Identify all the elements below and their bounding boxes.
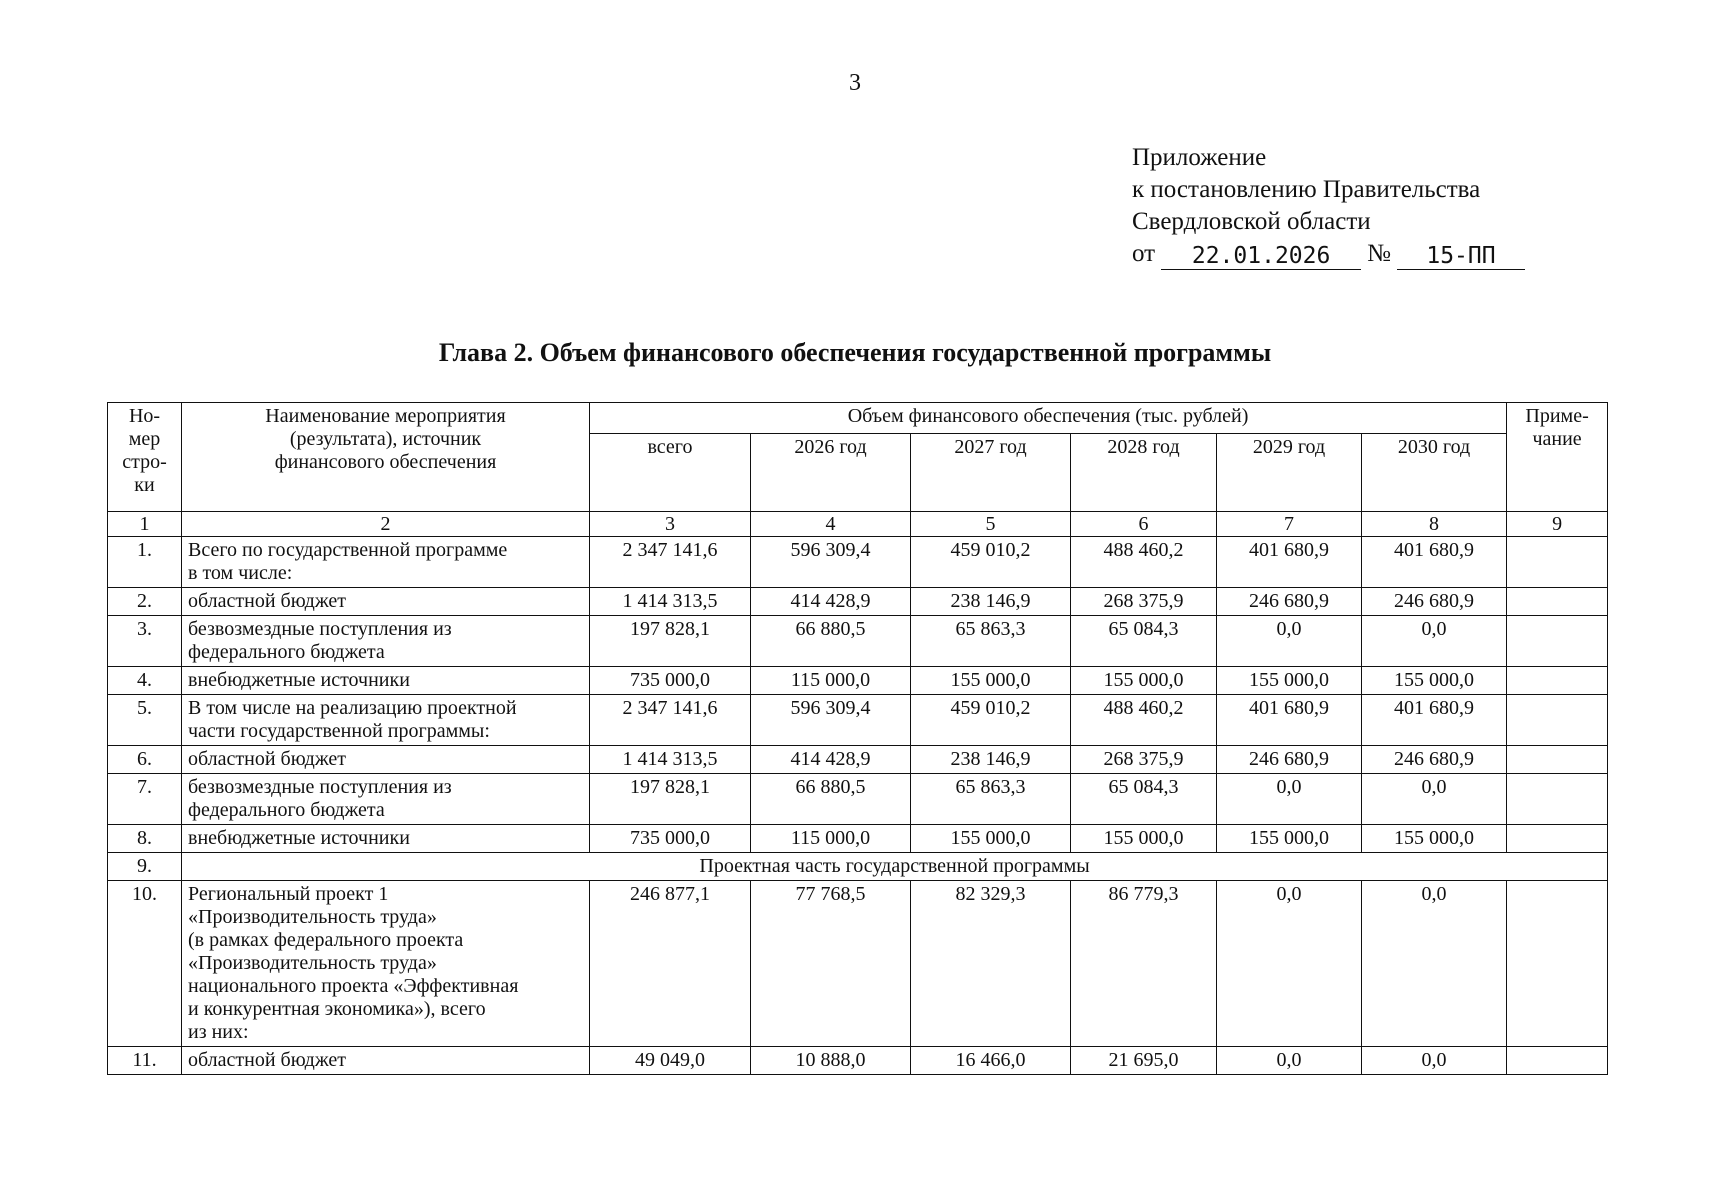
table-row — [108, 695, 1608, 746]
value-2028-cell: 488 460,2 — [1071, 537, 1217, 588]
value-2028-cell: 86 779,3 — [1071, 881, 1217, 1047]
header-2029: 2029 год — [1217, 434, 1362, 512]
note-cell — [1507, 667, 1608, 695]
value-2029-cell: 0,0 — [1217, 881, 1362, 1047]
table-row — [108, 825, 1608, 853]
value-2026-cell: 66 880,5 — [751, 616, 911, 667]
value-2027-cell: 16 466,0 — [911, 1047, 1071, 1075]
note-cell — [1507, 695, 1608, 746]
section-title: Проектная часть государственной программы — [182, 853, 1608, 881]
from-label: от — [1132, 240, 1156, 267]
page-number: 3 — [849, 70, 861, 96]
appendix-signature-line — [1132, 238, 1525, 270]
column-number: 9 — [1507, 512, 1608, 537]
row-number-cell: 7. — [108, 774, 182, 825]
value-2029-cell: 0,0 — [1217, 1047, 1362, 1075]
column-number: 3 — [590, 512, 751, 537]
row-name-cell: областной бюджет — [182, 746, 590, 774]
value-2027-cell: 65 863,3 — [911, 616, 1071, 667]
value-2030-cell: 0,0 — [1362, 774, 1507, 825]
column-number: 1 — [108, 512, 182, 537]
value-2027-cell: 65 863,3 — [911, 774, 1071, 825]
value-2027-cell: 155 000,0 — [911, 667, 1071, 695]
table-body — [108, 512, 1608, 1075]
column-number-row — [108, 512, 1608, 537]
value-2030-cell: 246 680,9 — [1362, 746, 1507, 774]
row-number-cell: 2. — [108, 588, 182, 616]
value-2030-cell: 155 000,0 — [1362, 667, 1507, 695]
value-2026-cell: 414 428,9 — [751, 746, 911, 774]
row-name-cell: В том числе на реализацию проектной части государственной программы: — [182, 695, 590, 746]
note-cell — [1507, 588, 1608, 616]
value-2030-cell: 155 000,0 — [1362, 825, 1507, 853]
total-cell: 49 049,0 — [590, 1047, 751, 1075]
row-number-cell: 1. — [108, 537, 182, 588]
total-cell: 735 000,0 — [590, 667, 751, 695]
value-2026-cell: 10 888,0 — [751, 1047, 911, 1075]
header-2028: 2028 год — [1071, 434, 1217, 512]
note-cell — [1507, 1047, 1608, 1075]
appendix-block — [1132, 142, 1525, 270]
value-2026-cell: 596 309,4 — [751, 695, 911, 746]
row-name-cell: Региональный проект 1 «Производительность труда» (в рамках федерального проекта «Производительность труда» национального проекта «Эффективная и конкурентная экономика»), всего из них: — [182, 881, 590, 1047]
header-2030: 2030 год — [1362, 434, 1507, 512]
total-cell: 246 877,1 — [590, 881, 751, 1047]
header-funding-group: Объем финансового обеспечения (тыс. рублей) — [590, 403, 1507, 434]
value-2029-cell: 246 680,9 — [1217, 746, 1362, 774]
value-2029-cell: 155 000,0 — [1217, 825, 1362, 853]
value-2027-cell: 155 000,0 — [911, 825, 1071, 853]
value-2028-cell: 268 375,9 — [1071, 588, 1217, 616]
row-name-cell: безвозмездные поступления из федерального бюджета — [182, 774, 590, 825]
column-number: 7 — [1217, 512, 1362, 537]
value-2030-cell: 0,0 — [1362, 1047, 1507, 1075]
row-name-cell: внебюджетные источники — [182, 825, 590, 853]
table-row — [108, 746, 1608, 774]
appendix-resolution: к постановлению Правительства — [1132, 176, 1481, 203]
value-2029-cell: 0,0 — [1217, 774, 1362, 825]
value-2028-cell: 155 000,0 — [1071, 667, 1217, 695]
financing-table — [107, 402, 1608, 1075]
row-name-cell: областной бюджет — [182, 588, 590, 616]
row-number-cell: 8. — [108, 825, 182, 853]
table-row — [108, 774, 1608, 825]
row-number-cell: 6. — [108, 746, 182, 774]
value-2029-cell: 246 680,9 — [1217, 588, 1362, 616]
header-2027: 2027 год — [911, 434, 1071, 512]
column-number: 5 — [911, 512, 1071, 537]
total-cell: 197 828,1 — [590, 774, 751, 825]
resolution-date: 22.01.2026 — [1161, 243, 1361, 270]
row-number-cell: 4. — [108, 667, 182, 695]
column-number: 8 — [1362, 512, 1507, 537]
table-row — [108, 1047, 1608, 1075]
note-cell — [1507, 881, 1608, 1047]
total-cell: 2 347 141,6 — [590, 695, 751, 746]
total-cell: 197 828,1 — [590, 616, 751, 667]
value-2030-cell: 401 680,9 — [1362, 537, 1507, 588]
row-number-cell: 3. — [108, 616, 182, 667]
value-2026-cell: 66 880,5 — [751, 774, 911, 825]
header-row-number: Но- мер стро- ки — [108, 403, 182, 512]
value-2030-cell: 246 680,9 — [1362, 588, 1507, 616]
table-header — [108, 403, 1608, 512]
total-cell: 1 414 313,5 — [590, 746, 751, 774]
row-number-cell: 9. — [108, 853, 182, 881]
row-number-cell: 10. — [108, 881, 182, 1047]
row-number-cell: 11. — [108, 1047, 182, 1075]
row-number-cell: 5. — [108, 695, 182, 746]
value-2030-cell: 0,0 — [1362, 616, 1507, 667]
row-name-cell: Всего по государственной программе в том числе: — [182, 537, 590, 588]
note-cell — [1507, 825, 1608, 853]
table-row — [108, 588, 1608, 616]
value-2027-cell: 459 010,2 — [911, 695, 1071, 746]
value-2027-cell: 238 146,9 — [911, 588, 1071, 616]
value-2029-cell: 401 680,9 — [1217, 695, 1362, 746]
value-2026-cell: 115 000,0 — [751, 825, 911, 853]
value-2028-cell: 155 000,0 — [1071, 825, 1217, 853]
value-2030-cell: 401 680,9 — [1362, 695, 1507, 746]
column-number: 6 — [1071, 512, 1217, 537]
header-2026: 2026 год — [751, 434, 911, 512]
value-2029-cell: 0,0 — [1217, 616, 1362, 667]
note-cell — [1507, 616, 1608, 667]
value-2026-cell: 596 309,4 — [751, 537, 911, 588]
value-2026-cell: 77 768,5 — [751, 881, 911, 1047]
value-2028-cell: 65 084,3 — [1071, 616, 1217, 667]
header-name: Наименование мероприятия (результата), источник финансового обеспечения — [182, 403, 590, 512]
column-number: 4 — [751, 512, 911, 537]
value-2029-cell: 155 000,0 — [1217, 667, 1362, 695]
header-note: Приме- чание — [1507, 403, 1608, 512]
header-total: всего — [590, 434, 751, 512]
value-2027-cell: 459 010,2 — [911, 537, 1071, 588]
total-cell: 735 000,0 — [590, 825, 751, 853]
row-name-cell: областной бюджет — [182, 1047, 590, 1075]
value-2029-cell: 401 680,9 — [1217, 537, 1362, 588]
value-2028-cell: 21 695,0 — [1071, 1047, 1217, 1075]
value-2027-cell: 82 329,3 — [911, 881, 1071, 1047]
value-2026-cell: 414 428,9 — [751, 588, 911, 616]
column-number: 2 — [182, 512, 590, 537]
row-name-cell: внебюджетные источники — [182, 667, 590, 695]
note-cell — [1507, 774, 1608, 825]
table-row — [108, 667, 1608, 695]
value-2027-cell: 238 146,9 — [911, 746, 1071, 774]
value-2028-cell: 268 375,9 — [1071, 746, 1217, 774]
appendix-region: Свердловской области — [1132, 208, 1371, 235]
note-cell — [1507, 746, 1608, 774]
note-cell — [1507, 537, 1608, 588]
table-row — [108, 537, 1608, 588]
total-cell: 1 414 313,5 — [590, 588, 751, 616]
value-2026-cell: 115 000,0 — [751, 667, 911, 695]
section-row — [108, 853, 1608, 881]
resolution-number: 15-ПП — [1397, 243, 1525, 270]
value-2030-cell: 0,0 — [1362, 881, 1507, 1047]
appendix-title: Приложение — [1132, 144, 1267, 171]
table-row — [108, 616, 1608, 667]
number-label: № — [1367, 240, 1391, 267]
chapter-title: Глава 2. Объем финансового обеспечения государственной программы — [438, 338, 1272, 367]
table-row — [108, 881, 1608, 1047]
row-name-cell: безвозмездные поступления из федерального бюджета — [182, 616, 590, 667]
value-2028-cell: 65 084,3 — [1071, 774, 1217, 825]
total-cell: 2 347 141,6 — [590, 537, 751, 588]
value-2028-cell: 488 460,2 — [1071, 695, 1217, 746]
